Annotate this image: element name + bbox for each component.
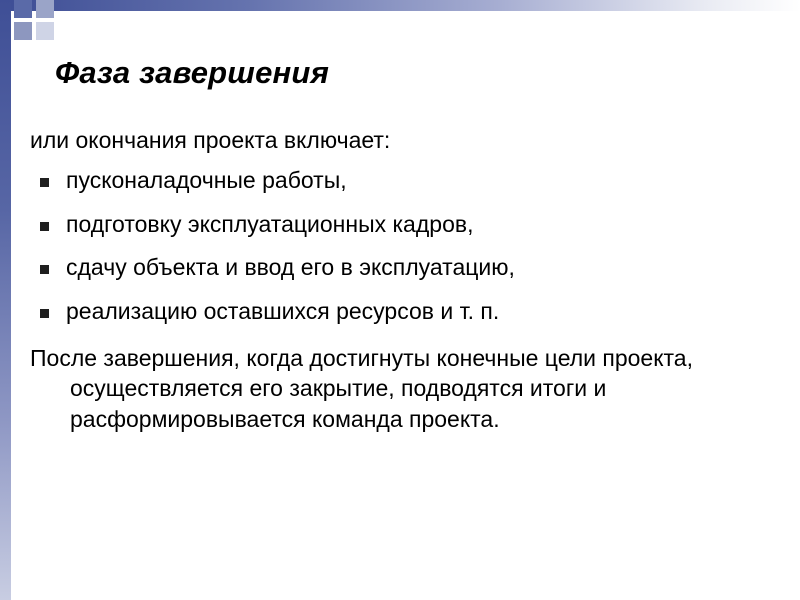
list-item-label: реализацию оставшихся ресурсов и т. п. xyxy=(66,298,500,324)
slide-title: Фаза завершения xyxy=(55,55,330,90)
bullet-list xyxy=(30,168,772,325)
list-item-label: сдачу объекта и ввод его в эксплуатацию, xyxy=(66,254,515,281)
decorative-squares xyxy=(0,0,100,60)
square-bullet-icon xyxy=(40,222,49,231)
list-item-label: подготовку эксплуатационных кадров, xyxy=(66,210,474,237)
square-bullet-icon xyxy=(40,309,49,318)
list-item xyxy=(30,255,772,281)
square-bullet-icon xyxy=(40,178,49,187)
list-item-label: пусконаладочные работы, xyxy=(66,166,347,193)
decorative-square-3 xyxy=(14,22,32,40)
left-accent-bar xyxy=(0,0,11,600)
slide-body xyxy=(30,128,772,434)
closing-paragraph-text: После завершения, когда достигнуты конечные цели проекта, осуществляется его закрытие, подводятся итоги и расформировывается команда проекта. xyxy=(30,344,693,432)
decorative-square-2 xyxy=(36,0,54,18)
list-item xyxy=(30,299,772,325)
top-accent-bar xyxy=(11,0,800,11)
list-item xyxy=(30,168,772,194)
decorative-square-4 xyxy=(36,22,54,40)
square-bullet-icon xyxy=(40,265,49,274)
closing-paragraph xyxy=(30,343,772,435)
lead-paragraph: или окончания проекта включает: xyxy=(30,127,391,153)
list-item xyxy=(30,212,772,238)
decorative-square-1 xyxy=(14,0,32,18)
